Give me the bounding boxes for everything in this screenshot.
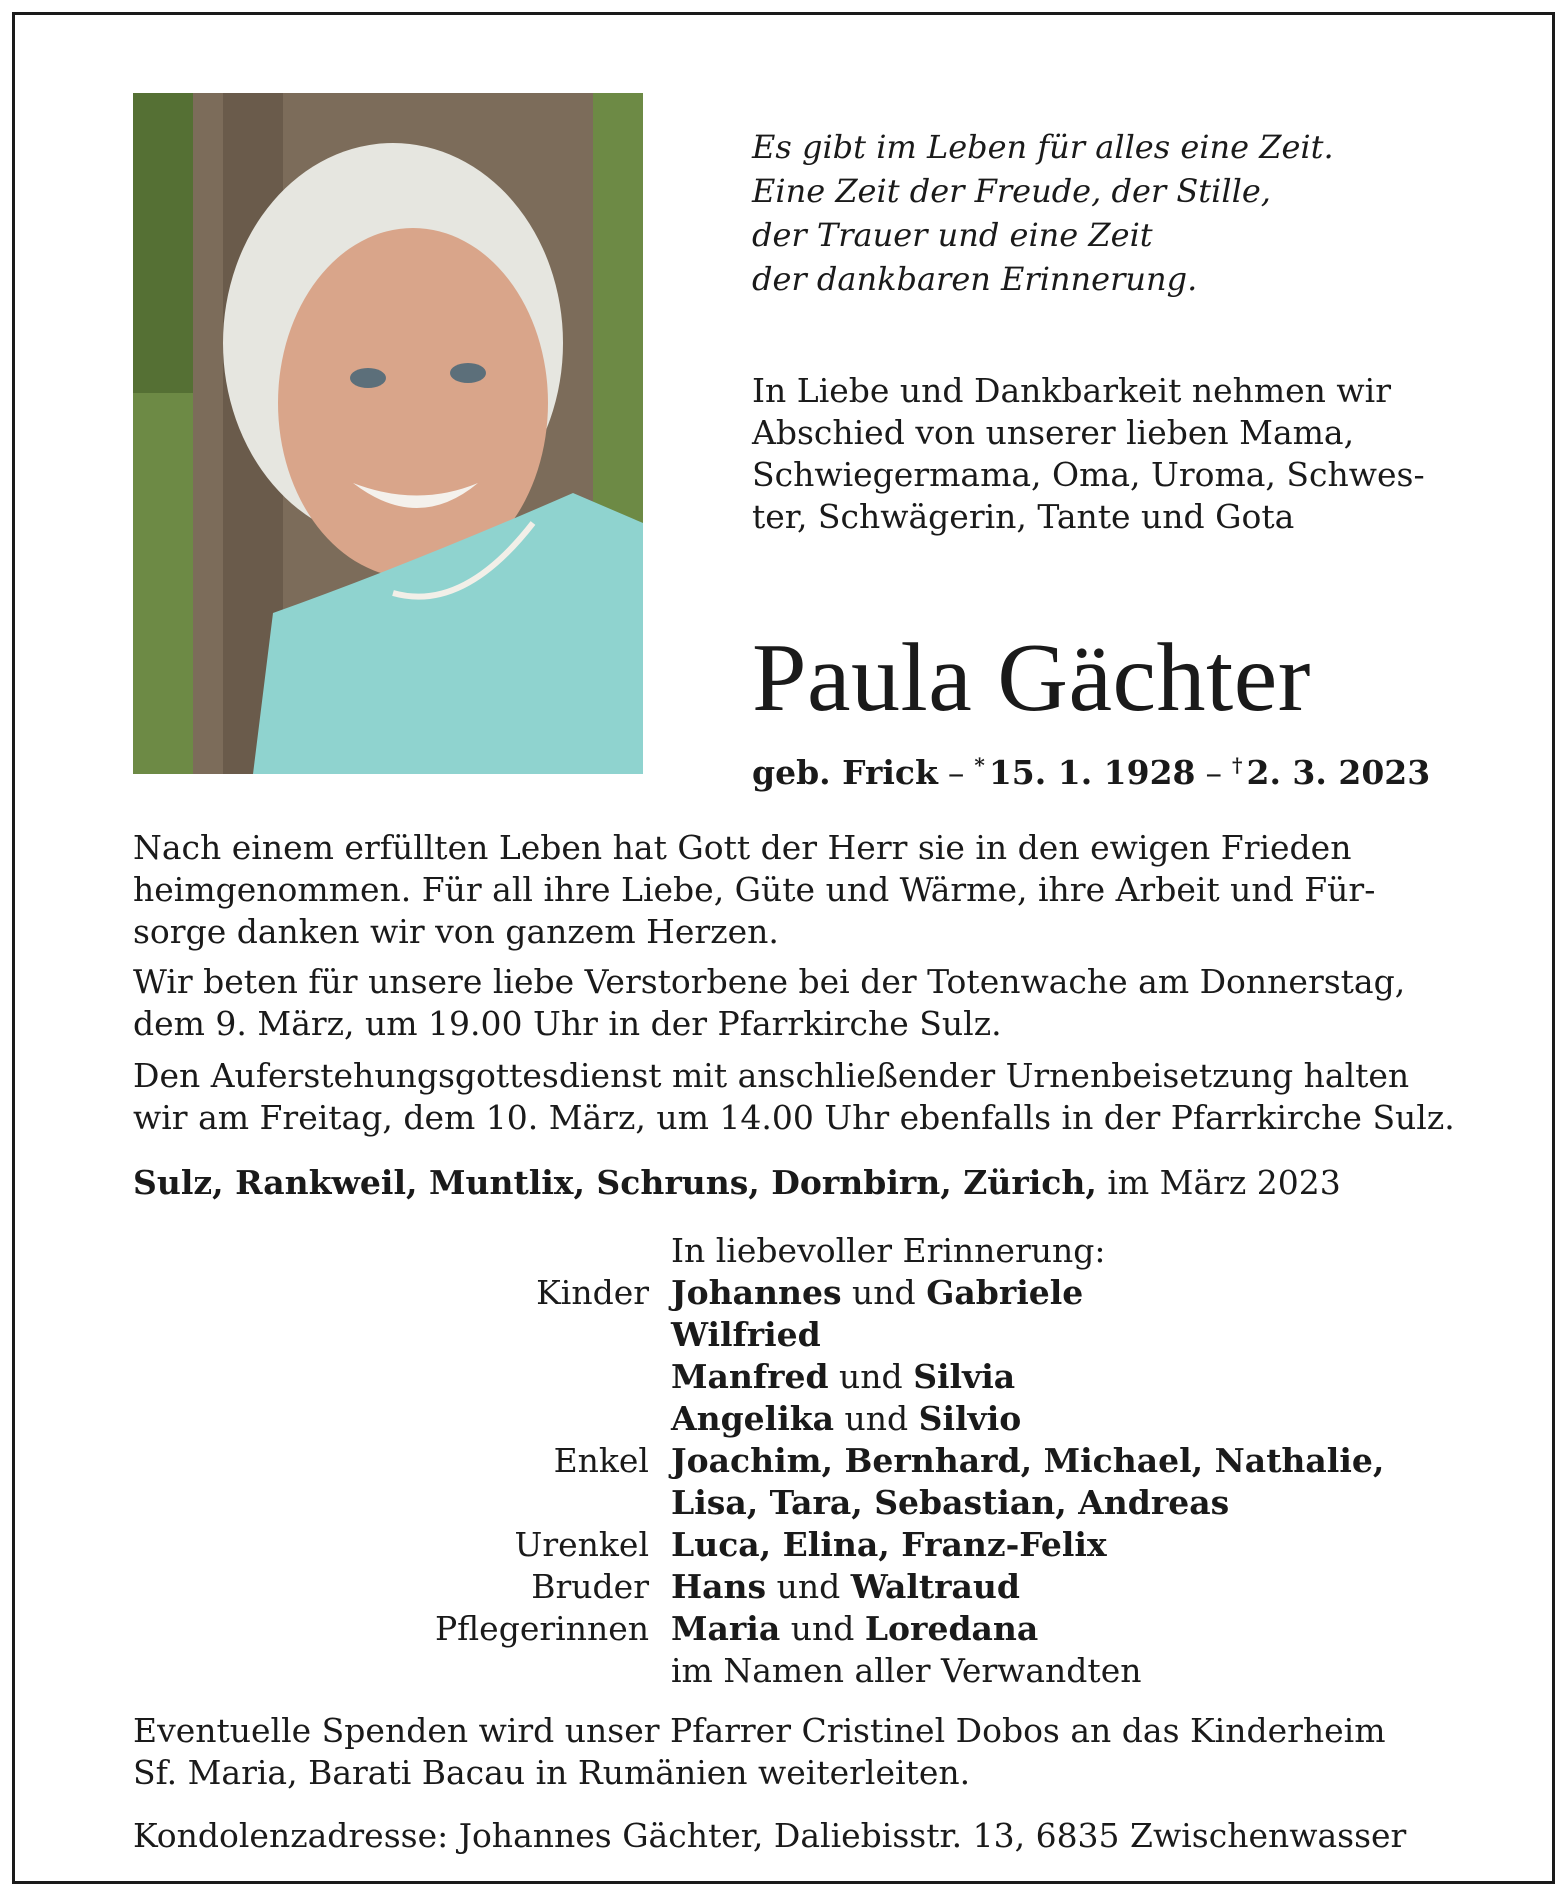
conjunction: und — [834, 1399, 919, 1438]
donation-note — [133, 1710, 1386, 1794]
family-row — [133, 1314, 1451, 1356]
mourners-heading-row — [133, 1230, 1451, 1272]
paragraph-line: Nach einem erfüllten Leben hat Gott der Herr sie in den ewigen Frieden — [133, 828, 1352, 867]
family-label: Kinder — [536, 1273, 649, 1312]
paragraph-service — [133, 1055, 1455, 1139]
intro-line: ter, Schwägerin, Tante und Gota — [752, 497, 1295, 536]
intro-line: Abschied von unserer lieben Mama, — [752, 413, 1355, 452]
birth-name: geb. Frick — [752, 753, 938, 792]
conjunction: und — [780, 1609, 865, 1648]
family-name: Waltraud — [850, 1567, 1020, 1606]
places-date-line — [133, 1162, 1341, 1204]
family-name: Gabriele — [926, 1273, 1084, 1312]
poem-line: der dankbaren Erinnerung. — [752, 260, 1198, 298]
family-row — [133, 1356, 1451, 1398]
family-name: Wilfried — [671, 1315, 821, 1354]
obituary-frame — [12, 12, 1555, 1884]
family-row-bruder — [133, 1566, 1451, 1608]
paragraph-line: sorge danken wir von ganzem Herzen. — [133, 912, 779, 951]
family-name: Manfred — [671, 1357, 829, 1396]
family-name: Maria — [671, 1609, 781, 1648]
places-list: Sulz, Rankweil, Muntlix, Schruns, Dornbirn, Zürich, — [133, 1163, 1097, 1202]
date-line: im März 2023 — [1096, 1163, 1341, 1202]
family-row-urenkel — [133, 1524, 1451, 1566]
paragraph-vigil — [133, 961, 1451, 1045]
separator-dash: – — [947, 753, 965, 792]
birth-date: 15. 1. 1928 — [988, 753, 1196, 792]
birth-star-icon: * — [974, 753, 985, 777]
poem-line: Es gibt im Leben für alles eine Zeit. — [752, 128, 1334, 166]
intro-text — [752, 370, 1452, 538]
separator-dash: – — [1205, 753, 1223, 792]
family-name: Luca, Elina, Franz-Felix — [671, 1525, 1107, 1564]
family-name: Johannes — [671, 1273, 842, 1312]
family-row-enkel — [133, 1440, 1451, 1482]
family-name: Angelika — [671, 1399, 834, 1438]
family-label: Urenkel — [514, 1525, 649, 1564]
poem — [752, 125, 1472, 301]
portrait-photo-icon — [133, 93, 643, 774]
paragraph-line: Wir beten für unsere liebe Verstorbene bei der Totenwache am Donnerstag, — [133, 962, 1406, 1001]
mourners-closing-row — [133, 1650, 1451, 1692]
family-name: Loredana — [864, 1609, 1039, 1648]
family-label: Bruder — [531, 1567, 649, 1606]
portrait-photo — [133, 93, 643, 774]
death-date: 2. 3. 2023 — [1246, 753, 1431, 792]
family-name: Silvio — [918, 1399, 1022, 1438]
paragraph-line: wir am Freitag, dem 10. März, um 14.00 Uhr ebenfalls in der Pfarrkirche Sulz. — [133, 1098, 1455, 1137]
conjunction: und — [828, 1357, 914, 1396]
family-row-kinder — [133, 1272, 1451, 1314]
intro-line: Schwiegermama, Oma, Uroma, Schwes- — [752, 455, 1425, 494]
poem-line: Eine Zeit der Freude, der Stille, — [752, 172, 1271, 210]
family-row-pflegerinnen — [133, 1608, 1451, 1650]
paragraph-line: heimgenommen. Für all ihre Liebe, Güte und Wärme, ihre Arbeit und Für- — [133, 870, 1376, 909]
family-row — [133, 1398, 1451, 1440]
family-label: Enkel — [553, 1441, 649, 1480]
conjunction: und — [841, 1273, 927, 1312]
paragraph-line: Den Auferstehungsgottesdienst mit anschließender Urnenbeisetzung halten — [133, 1056, 1410, 1095]
condolence-address: Kondolenzadresse: Johannes Gächter, Daliebisstr. 13, 6835 Zwischenwasser — [133, 1816, 1407, 1855]
mourners-heading: In liebevoller Erinnerung: — [671, 1231, 1106, 1270]
mourners-closing: im Namen aller Verwandten — [671, 1651, 1142, 1690]
family-name: Hans — [671, 1567, 767, 1606]
family-name: Lisa, Tara, Sebastian, Andreas — [671, 1483, 1230, 1522]
life-dates — [752, 744, 1430, 794]
mourners-list — [133, 1230, 1451, 1692]
family-label: Pflegerinnen — [434, 1609, 649, 1648]
poem-line: der Trauer und eine Zeit — [752, 216, 1153, 254]
family-row — [133, 1482, 1451, 1524]
donation-line: Eventuelle Spenden wird unser Pfarrer Cristinel Dobos an das Kinderheim — [133, 1711, 1386, 1750]
conjunction: und — [766, 1567, 851, 1606]
paragraph-line: dem 9. März, um 19.00 Uhr in der Pfarrkirche Sulz. — [133, 1004, 1002, 1043]
death-cross-icon: † — [1232, 753, 1243, 777]
deceased-name: Paula Gächter — [752, 624, 1311, 732]
family-name: Silvia — [913, 1357, 1016, 1396]
donation-line: Sf. Maria, Barati Bacau in Rumänien weiterleiten. — [133, 1753, 971, 1792]
intro-line: In Liebe und Dankbarkeit nehmen wir — [752, 371, 1392, 410]
family-name: Joachim, Bernhard, Michael, Nathalie, — [671, 1441, 1385, 1480]
paragraph-gratitude — [133, 827, 1451, 953]
